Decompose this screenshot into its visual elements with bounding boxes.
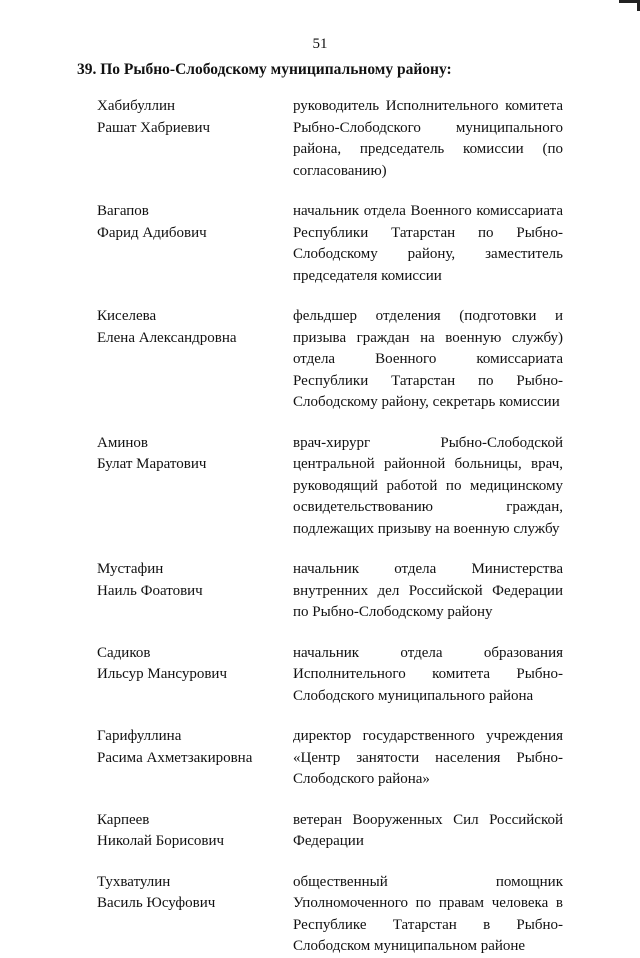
member-first-names: Василь Юсуфович <box>97 895 216 911</box>
member-role: директор государственного учреждения «Центр занятости населения Рыбно-Слободского района» <box>293 728 563 787</box>
member-row <box>97 96 567 182</box>
member-last-name: Карпеев <box>97 811 150 828</box>
member-last-name: Аминов <box>97 434 148 451</box>
member-role: общественный помощник Уполномоченного по правам человека в Республике Татарстан в Рыбно-Слободском муниципальном районе <box>293 873 563 954</box>
member-first-names: Рашат Хабриевич <box>97 119 211 136</box>
member-last-name: Садиков <box>97 644 151 661</box>
member-first-names: Фарид Адибович <box>97 224 207 241</box>
member-row <box>97 643 567 708</box>
member-last-name: Вагапов <box>97 203 149 219</box>
member-last-name: Гарифуллина <box>97 728 182 744</box>
member-name <box>97 643 293 708</box>
page-number: 51 <box>312 36 328 52</box>
members-list <box>0 96 640 958</box>
member-row <box>97 433 567 541</box>
member-name <box>97 96 293 182</box>
member-name <box>97 306 293 414</box>
member-last-name: Киселева <box>97 308 157 324</box>
member-row <box>97 201 567 287</box>
member-name <box>97 201 293 287</box>
member-row <box>97 306 567 414</box>
member-name <box>97 559 293 624</box>
member-first-names: Наиль Фоатович <box>97 582 203 599</box>
member-last-name: Мустафин <box>97 561 164 577</box>
member-first-names: Ильсур Мансурович <box>97 666 228 682</box>
member-role: начальник отдела образования Исполнительного комитета Рыбно-Слободского муниципального района <box>293 644 563 704</box>
member-last-name: Тухватулин <box>97 873 171 890</box>
member-row <box>97 726 567 791</box>
member-role: начальник отдела Министерства внутренних дел Российской Федерации по Рыбно-Слободскому району <box>293 561 563 620</box>
member-first-names: Елена Александровна <box>97 329 237 346</box>
member-role: врач-хирург Рыбно-Слободской центральной районной больницы, врач, руководящий работой по медицинскому освидетельствованию граждан, подлежащих призыву на военную службу <box>293 434 563 537</box>
member-first-names: Булат Маратович <box>97 456 207 472</box>
member-role: фельдшер отделения (подготовки и призыва граждан на военную службу) отдела Военного комиссариата Республики Татарстан по Рыбно-Слободскому району, секретарь комиссии <box>293 308 563 410</box>
section-heading: 39. По Рыбно-Слободскому муниципальному району: <box>77 61 452 78</box>
member-last-name: Хабибуллин <box>97 98 176 114</box>
member-name <box>97 872 293 958</box>
scan-corner-mark <box>619 0 640 11</box>
member-row <box>97 810 567 853</box>
member-role: начальник отдела Военного комиссариата Республики Татарстан по Рыбно-Слободскому району, заместитель председателя комиссии <box>293 203 563 284</box>
member-name <box>97 810 293 853</box>
member-name <box>97 726 293 791</box>
member-role: руководитель Исполнительного комитета Рыбно-Слободского муниципального района, председатель комиссии (по согласованию) <box>293 98 563 179</box>
member-role: ветеран Вооруженных Сил Российской Федерации <box>293 811 563 849</box>
member-row <box>97 872 567 958</box>
member-first-names: Расима Ахметзакировна <box>97 749 253 766</box>
member-name <box>97 433 293 541</box>
member-first-names: Николай Борисович <box>97 833 225 849</box>
member-row <box>97 559 567 624</box>
